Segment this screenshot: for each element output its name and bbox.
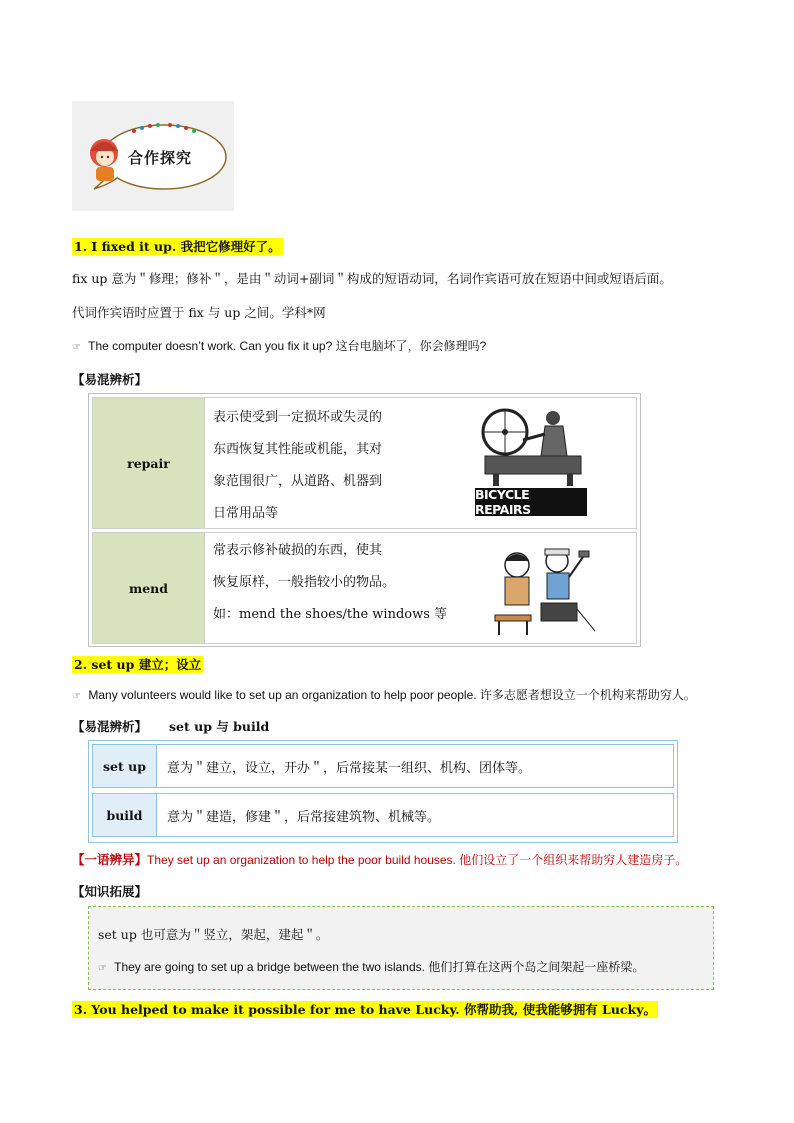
build-explanation: 意为＂建造，修建＂，后常接建筑物、机械等。 [167, 809, 441, 825]
mend-line-3: 如：mend the shoes/the windows 等 [213, 607, 448, 622]
section1-heading: 1. I fixed it up. 我把它修理好了。 [74, 239, 281, 254]
bicycle-repairs-sign: BICYCLE REPAIRS [475, 488, 587, 516]
mending-illustration [485, 539, 601, 639]
mend-line-1: 常表示修补破损的东西，使其 [213, 543, 383, 558]
section1-compare-label: 【易混辨析】 [72, 372, 148, 387]
section2-example: Many volunteers would like to set up an organization to help poor people. 许多志愿者想设立一个机构来帮助穷人。 [88, 688, 696, 702]
section2-compare-label: 【易混辨析】 [72, 719, 148, 734]
repair-explanation [213, 402, 382, 530]
section1-example: The computer doesn’t work. Can you fix it up? 这台电脑坏了，你会修理吗? [88, 339, 487, 353]
section1-heading-row [72, 237, 283, 255]
set-up-explanation: 意为＂建立，设立，开办＂，后常接某一组织、机构、团体等。 [167, 760, 532, 776]
section2-heading-row [72, 655, 203, 673]
section1-para1: fix up 意为＂修理；修补＂，是由＂动词+副词＂构成的短语动词，名词作宾语可放在短语中间或短语后面。 [72, 271, 672, 286]
section2-compare-topic: set up 与 build [168, 719, 270, 734]
extension-line-2: They are going to set up a bridge between the two islands. 他们打算在这两个岛之间架起一座桥梁。 [114, 960, 645, 974]
section2-compare-row [72, 717, 269, 735]
extension-line-1: set up 也可意为＂竖立，架起，建起＂。 [98, 927, 329, 942]
pointing-hand-icon: ☞ [98, 963, 107, 974]
section2-heading: 2. set up 建立；设立 [74, 657, 202, 672]
extension-label: 【知识拓展】 [72, 884, 148, 899]
repair-line-1: 表示使受到一定损坏或失灵的 [213, 410, 383, 425]
mend-line-2: 恢复原样，一般指较小的物品。 [213, 575, 396, 590]
word-mend: mend [93, 533, 205, 643]
section3-heading: 3. You helped to make it possible for me to have Lucky. 你帮助我, 使我能够拥有 Lucky。 [74, 1002, 656, 1017]
table-row [92, 744, 674, 788]
mending-people-icon [485, 539, 601, 639]
one-word-label: 【一语辨异】 [72, 852, 148, 867]
section1-example-row [72, 337, 486, 354]
extension-line-2-row [98, 958, 644, 975]
mend-explanation [213, 535, 447, 631]
knowledge-extension-box [88, 906, 714, 990]
one-word-text: They set up an organization to help the poor build houses. 他们设立了一个组织来帮助穷人建造房子。 [147, 853, 688, 867]
word-repair: repair [93, 398, 205, 528]
one-word-distinction-row [72, 850, 687, 868]
table-row [92, 532, 637, 644]
repair-mend-comparison-table [88, 393, 641, 647]
banner-label: 合作探究 [128, 149, 193, 167]
word-set-up: set up [93, 745, 157, 787]
table-row [92, 793, 674, 837]
pointing-hand-icon: ☞ [72, 342, 81, 353]
pointing-hand-icon: ☞ [72, 691, 81, 702]
table-row [92, 397, 637, 529]
setup-build-comparison-table [88, 740, 678, 843]
bicycle-repairs-illustration [475, 404, 595, 520]
section3-heading-row [72, 1000, 658, 1018]
repair-line-3: 象范围很广，从道路、机器到 [213, 474, 383, 489]
cooperative-inquiry-banner [72, 101, 234, 211]
bicycle-mechanic-icon [475, 404, 595, 488]
repair-line-2: 东西恢复其性能或机能，其对 [213, 442, 383, 457]
word-build: build [93, 794, 157, 836]
section1-para2: 代词作宾语时应置于 fix 与 up 之间。学科*网 [72, 305, 326, 320]
section2-example-row [72, 686, 696, 703]
repair-line-4: 日常用品等 [213, 506, 279, 521]
